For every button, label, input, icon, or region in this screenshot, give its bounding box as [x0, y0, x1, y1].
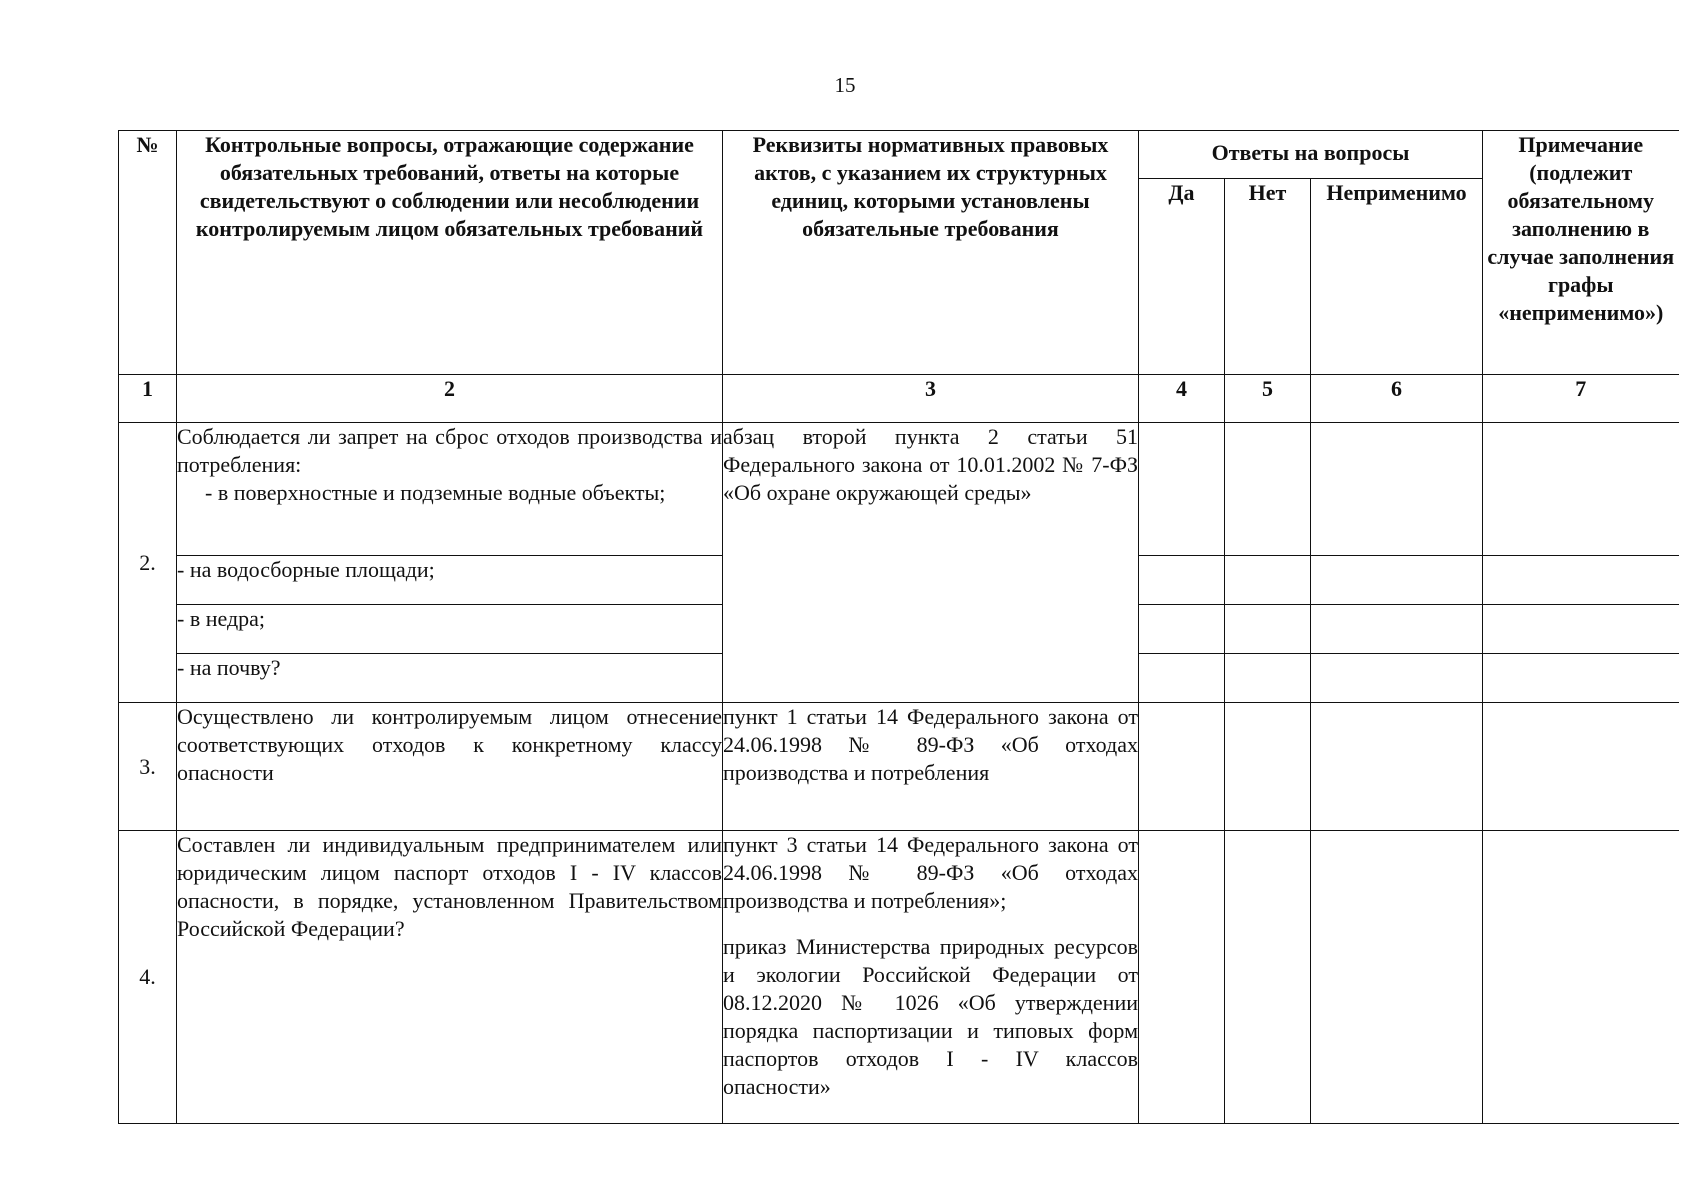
question-subitem: - на водосборные площади; [177, 556, 723, 605]
header-no: Нет [1225, 179, 1311, 375]
answer-yes-cell[interactable] [1139, 831, 1225, 1124]
answer-na-cell[interactable] [1311, 703, 1483, 831]
answer-no-cell[interactable] [1225, 423, 1311, 556]
note-cell[interactable] [1483, 556, 1679, 605]
row-index: 2. [119, 423, 177, 703]
column-number: 6 [1311, 375, 1483, 423]
answer-na-cell[interactable] [1311, 605, 1483, 654]
note-cell[interactable] [1483, 654, 1679, 703]
answer-no-cell[interactable] [1225, 831, 1311, 1124]
answer-na-cell[interactable] [1311, 831, 1483, 1124]
question-text: Соблюдается ли запрет на сброс отходов производства и потребления: [177, 424, 722, 477]
requisites-text: приказ Министерства природных ресурсов и экологии Российской Федерации от 08.12.2020 № 1026 «Об утверждении порядка паспортизации и типовых форм паспортов отходов I - IV классов опасности» [723, 934, 1138, 1099]
column-number: 2 [177, 375, 723, 423]
table-row [119, 703, 1679, 831]
answer-yes-cell[interactable] [1139, 423, 1225, 556]
answer-yes-cell[interactable] [1139, 556, 1225, 605]
requisites-cell [723, 423, 1139, 703]
answer-yes-cell[interactable] [1139, 605, 1225, 654]
row-index: 4. [119, 831, 177, 1124]
answer-no-cell[interactable] [1225, 605, 1311, 654]
requisites-cell [723, 831, 1139, 1124]
question-cell [177, 423, 723, 556]
question-text: Осуществлено ли контролируемым лицом отнесение соответствующих отходов к конкретному классу опасности [177, 703, 723, 831]
answer-yes-cell[interactable] [1139, 654, 1225, 703]
row-index: 3. [119, 703, 177, 831]
answer-na-cell[interactable] [1311, 556, 1483, 605]
header-requisites: Реквизиты нормативных правовых актов, с указанием их структурных единиц, которыми установлены обязательные требования [723, 131, 1139, 375]
question-text: Составлен ли индивидуальным предпринимателем или юридическим лицом паспорт отходов I - IV классов опасности, в порядке, установленном Правительством Российской Федерации? [177, 831, 723, 1124]
answer-na-cell[interactable] [1311, 654, 1483, 703]
note-cell[interactable] [1483, 831, 1679, 1124]
header-yes: Да [1139, 179, 1225, 375]
header-note: Примечание (подлежит обязательному заполнению в случае заполнения графы «неприменимо») [1483, 131, 1679, 375]
requisites-text: абзац второй пункта 2 статьи 51 Федерального закона от 10.01.2002 № 7-ФЗ «Об охране окружающей среды» [723, 424, 1138, 505]
checklist-table [118, 130, 1679, 1124]
answer-no-cell[interactable] [1225, 654, 1311, 703]
page-number: 15 [834, 73, 856, 97]
column-number: 4 [1139, 375, 1225, 423]
column-number: 7 [1483, 375, 1679, 423]
question-subitem: - в поверхностные и подземные водные объекты; [205, 480, 666, 505]
note-cell[interactable] [1483, 423, 1679, 556]
question-subitem: - в недра; [177, 605, 723, 654]
answer-no-cell[interactable] [1225, 703, 1311, 831]
answer-yes-cell[interactable] [1139, 703, 1225, 831]
question-subitem: - на почву? [177, 654, 723, 703]
answer-no-cell[interactable] [1225, 556, 1311, 605]
column-number: 5 [1225, 375, 1311, 423]
requisites-text: пункт 1 статьи 14 Федерального закона от 24.06.1998 № 89-ФЗ «Об отходах производства и потребления [723, 703, 1139, 831]
note-cell[interactable] [1483, 703, 1679, 831]
header-number: № [119, 131, 177, 375]
answer-na-cell[interactable] [1311, 423, 1483, 556]
header-not-applicable: Неприменимо [1311, 179, 1483, 375]
column-number: 3 [723, 375, 1139, 423]
header-questions: Контрольные вопросы, отражающие содержание обязательных требований, ответы на которые свидетельствуют о соблюдении или несоблюдении контролируемым лицом обязательных требований [177, 131, 723, 375]
note-cell[interactable] [1483, 605, 1679, 654]
header-answers: Ответы на вопросы [1139, 131, 1483, 179]
table-row [119, 423, 1679, 556]
column-number: 1 [119, 375, 177, 423]
requisites-text: пункт 3 статьи 14 Федерального закона от 24.06.1998 № 89-ФЗ «Об отходах производства и потребления»; [723, 832, 1138, 913]
table-row [119, 831, 1679, 1124]
